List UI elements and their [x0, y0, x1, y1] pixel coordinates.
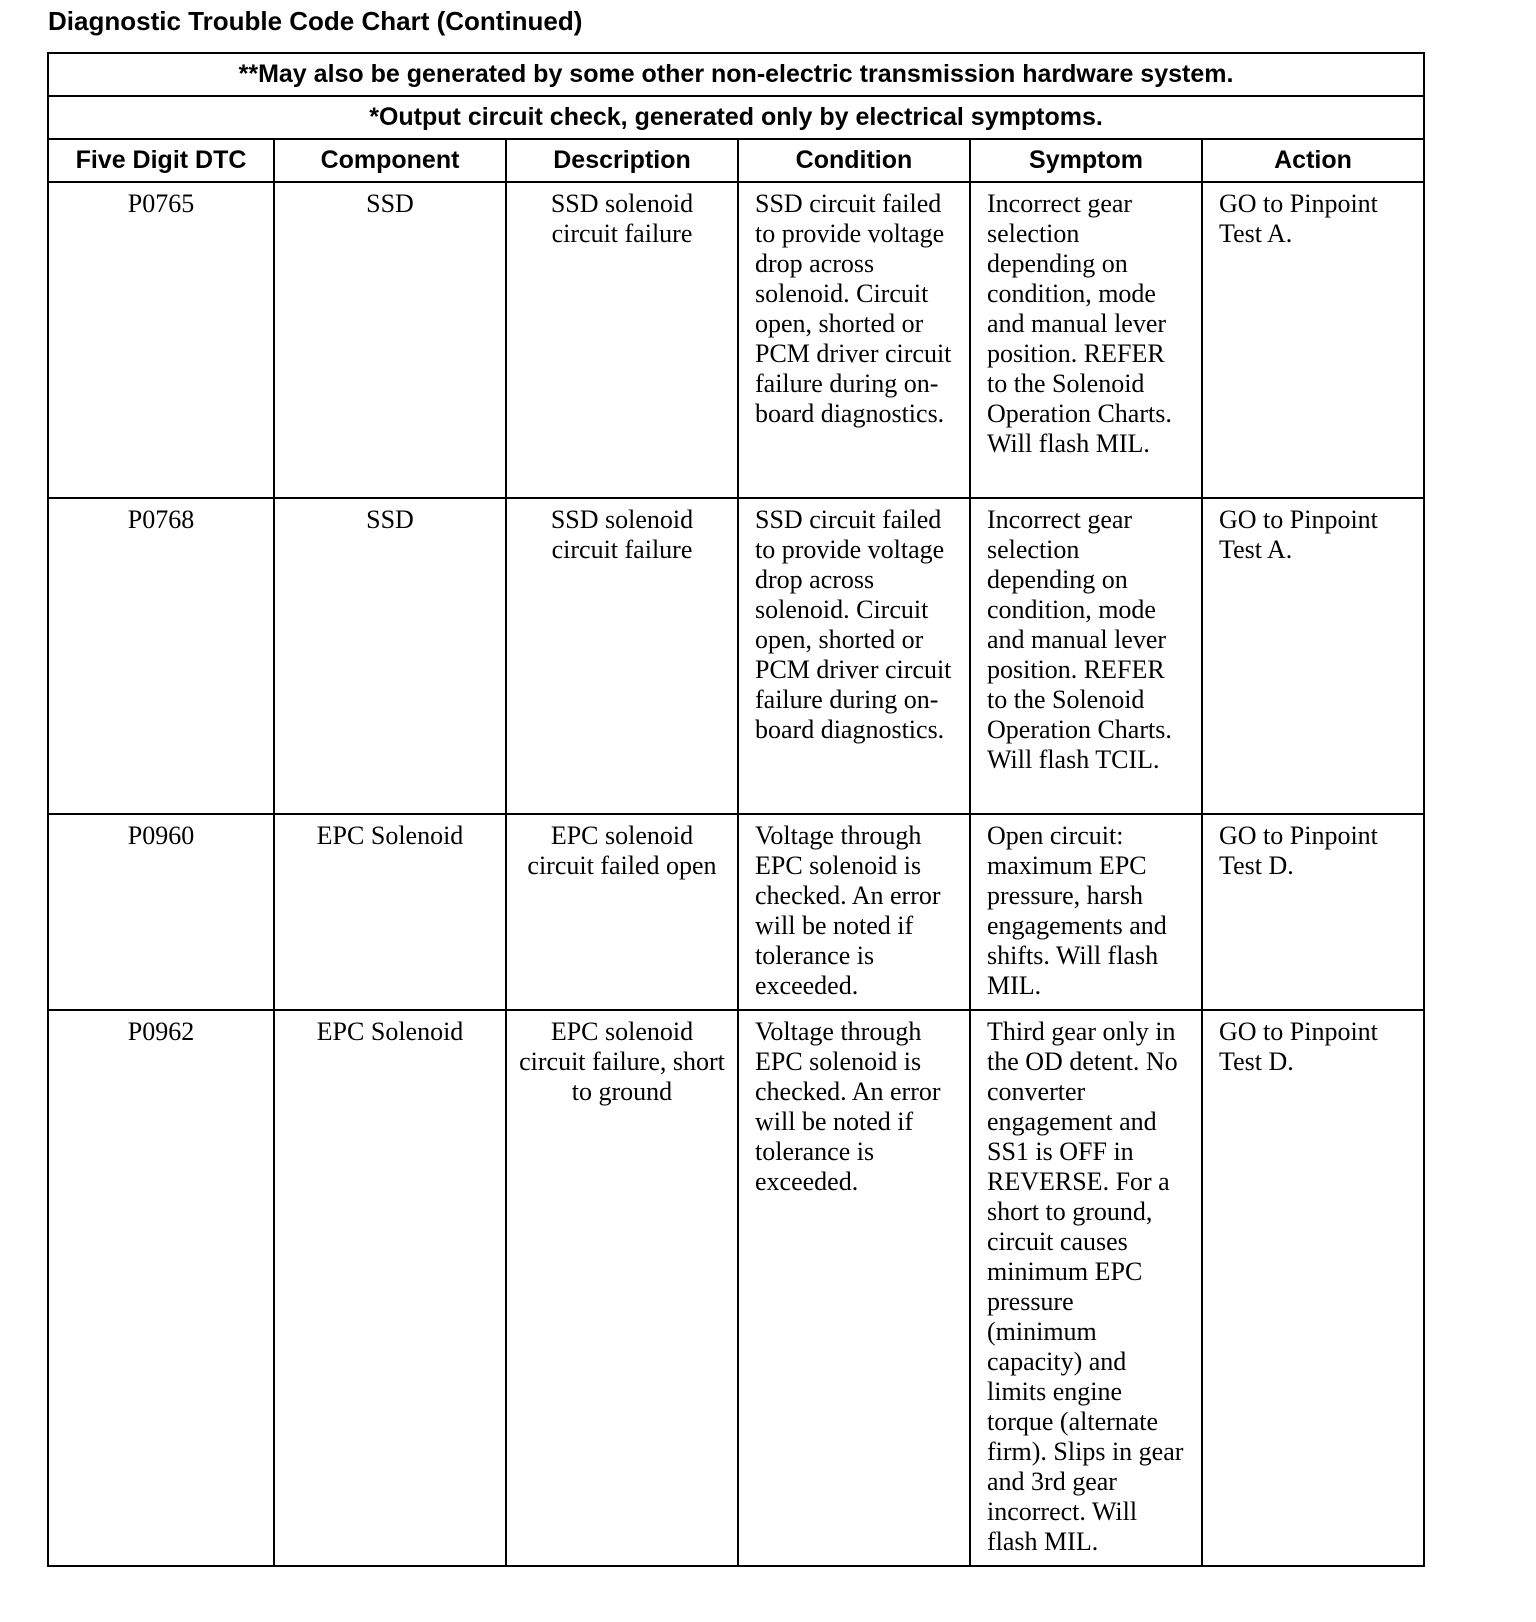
condition-cell: Voltage through EPC solenoid is checked. An error will be noted if tolerance is exceeded. — [738, 814, 970, 1010]
symptom-cell: Open circuit: maximum EPC pressure, harsh engagements and shifts. Will flash MIL. — [970, 814, 1202, 1010]
col-header-symptom: Symptom — [970, 139, 1202, 182]
note-row — [48, 53, 1424, 96]
dtc-cell: P0768 — [48, 498, 274, 814]
action-cell: GO to Pinpoint Test A. — [1202, 182, 1424, 498]
note-other-systems: **May also be generated by some other non-electric transmission hardware system. — [48, 53, 1424, 96]
component-cell: EPC Solenoid — [274, 1010, 506, 1566]
action-cell: GO to Pinpoint Test D. — [1202, 1010, 1424, 1566]
description-cell: SSD solenoid circuit failure — [506, 182, 738, 498]
action-cell: GO to Pinpoint Test D. — [1202, 814, 1424, 1010]
dtc-cell: P0765 — [48, 182, 274, 498]
condition-cell: Voltage through EPC solenoid is checked. An error will be noted if tolerance is exceeded. — [738, 1010, 970, 1566]
header-row — [48, 139, 1424, 182]
col-header-component: Component — [274, 139, 506, 182]
table-row — [48, 182, 1424, 498]
dtc-table — [47, 52, 1425, 1567]
symptom-cell: Incorrect gear selection depending on condition, mode and manual lever position. REFER to the Solenoid Operation Charts. Will flash TCIL. — [970, 498, 1202, 814]
condition-cell: SSD circuit failed to provide voltage drop across solenoid. Circuit open, shorted or PCM driver circuit failure during on-board diagnostics. — [738, 182, 970, 498]
table-row — [48, 814, 1424, 1010]
col-header-action: Action — [1202, 139, 1424, 182]
component-cell: SSD — [274, 498, 506, 814]
symptom-cell: Third gear only in the OD detent. No converter engagement and SS1 is OFF in REVERSE. For a short to ground, circuit causes minimum EPC pressure (minimum capacity) and limits engine torque (alternate firm). Slips in gear and 3rd gear incorrect. Will flash MIL. — [970, 1010, 1202, 1566]
description-cell: SSD solenoid circuit failure — [506, 498, 738, 814]
condition-cell: SSD circuit failed to provide voltage drop across solenoid. Circuit open, shorted or PCM driver circuit failure during on-board diagnostics. — [738, 498, 970, 814]
dtc-cell: P0962 — [48, 1010, 274, 1566]
col-header-condition: Condition — [738, 139, 970, 182]
component-cell: EPC Solenoid — [274, 814, 506, 1010]
description-cell: EPC solenoid circuit failure, short to ground — [506, 1010, 738, 1566]
description-cell: EPC solenoid circuit failed open — [506, 814, 738, 1010]
action-cell: GO to Pinpoint Test A. — [1202, 498, 1424, 814]
col-header-description: Description — [506, 139, 738, 182]
table-row — [48, 1010, 1424, 1566]
note-output-circuit: *Output circuit check, generated only by electrical symptoms. — [48, 96, 1424, 139]
dtc-cell: P0960 — [48, 814, 274, 1010]
col-header-dtc: Five Digit DTC — [48, 139, 274, 182]
page-title: Diagnostic Trouble Code Chart (Continued) — [48, 6, 583, 36]
table-row — [48, 498, 1424, 814]
symptom-cell: Incorrect gear selection depending on condition, mode and manual lever position. REFER to the Solenoid Operation Charts. Will flash MIL. — [970, 182, 1202, 498]
note-row — [48, 96, 1424, 139]
component-cell: SSD — [274, 182, 506, 498]
